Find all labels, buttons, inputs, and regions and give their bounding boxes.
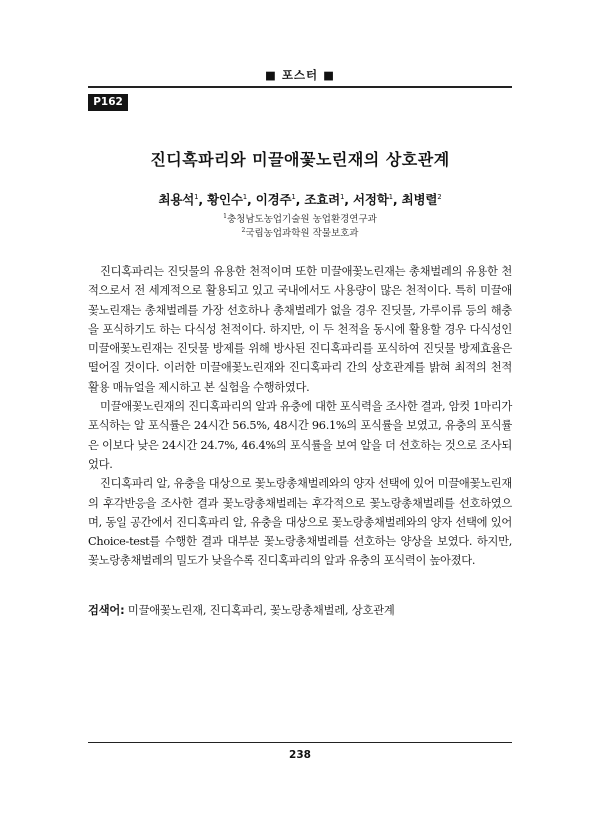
section-header: ■ 포스터 ■ [264,68,336,82]
author-separator: , [198,192,208,207]
author-name: 최병렬 [401,192,438,207]
keywords [88,602,512,618]
author-list [88,190,512,208]
author-separator: , [247,192,256,207]
abstract-paragraph: 진디혹파리 알, 유충을 대상으로 꽃노랑총채벌레와의 양자 선택에 있어 미끌애꽃노린재의 후각반응을 조사한 결과 꽃노랑총채벌레는 후각적으로 꽃노랑총채벌레를 선호하였으며, 동일 공간에서 진디혹파리 알, 유충을 대상으로 꽃노랑총채벌레와의 양자 선택에 있어 Choice-test를 수행한 결과 대부분 꽃노랑총채벌레를 선호하는 양상을 보였다. 하지만, 꽃노랑총채벌레의 밀도가 낮을수록 진디혹파리의 알과 유충의 포식력이 높아졌다. [88,477,512,568]
author-affiliation-mark: 1 [194,193,199,201]
affiliation-mark: 1 [223,213,227,220]
affiliation-text: 국립농업과학원 작물보호과 [245,228,359,239]
author-affiliation-mark: 1 [339,193,345,201]
author-name: 최용석 [158,192,195,207]
author-affiliation-mark: 1 [242,193,248,201]
author-affiliation-mark: 1 [388,193,393,201]
paper-title: 진디혹파리와 미끌애꽃노린재의 상호관계 [150,150,450,169]
footer-rule [88,742,512,743]
keywords-label: 검색어: [88,604,125,617]
keywords-text: 미끌애꽃노린재, 진디혹파리, 꽃노랑총채벌레, 상호관계 [127,604,395,617]
author-separator: , [344,192,353,207]
paper-code-badge: P162 [88,94,128,111]
author-affiliation-mark: 2 [437,193,442,201]
author-affiliation-mark: 1 [291,193,296,201]
affiliation [88,225,512,239]
abstract [88,262,512,571]
author-name: 이경주 [255,192,292,207]
author-name: 서정학 [352,192,389,207]
abstract-paragraph: 진디혹파리는 진딧물의 유용한 천적이며 또한 미끌애꽃노린재는 총채벌레의 유용한 천적으로서 전 세계적으로 활용되고 있고 국내에서도 사용량이 많은 천적이다. 특히 미끌애꽃노린재는 총채벌레를 가장 선호하나 총채벌레가 없을 경우 진딧물, 가루이류 등의 해충을 포식하기도 하는 다식성 천적이다. 하지만, 이 두 천적을 동시에 활용할 경우 다식성인 미끌애꽃노린재는 진딧물 방제를 위해 방사된 진디혹파리를 포식하여 진딧물 방제효율은 떨어질 것이다. 이러한 미끌애꽃노린재와 진디혹파리 간의 상호관계를 밝혀 최적의 천적 활용 매뉴얼을 제시하고 본 실험을 수행하였다. [88,265,512,394]
affiliation [88,211,512,225]
author-name: 황인수 [207,192,243,207]
author-separator: , [392,192,402,207]
author-separator: , [295,192,305,207]
affiliation-text: 충청남도농업기술원 농업환경연구과 [226,214,377,225]
abstract-paragraph: 미끌애꽃노린재의 진디혹파리의 알과 유충에 대한 포식력을 조사한 결과, 암컷 1마리가 포식하는 알 포식률은 24시간 56.5%, 48시간 96.1%의 포식률을 보였고, 유충의 포식률은 이보다 낮은 24시간 24.7%, 46.4%의 포식률을 보여 알을 더 선호하는 것으로 조사되었다. [88,400,512,471]
header-rule [88,86,512,88]
author-name: 조효려 [304,192,340,207]
affiliation-mark: 2 [241,227,246,234]
page-number: 238 [289,749,311,761]
